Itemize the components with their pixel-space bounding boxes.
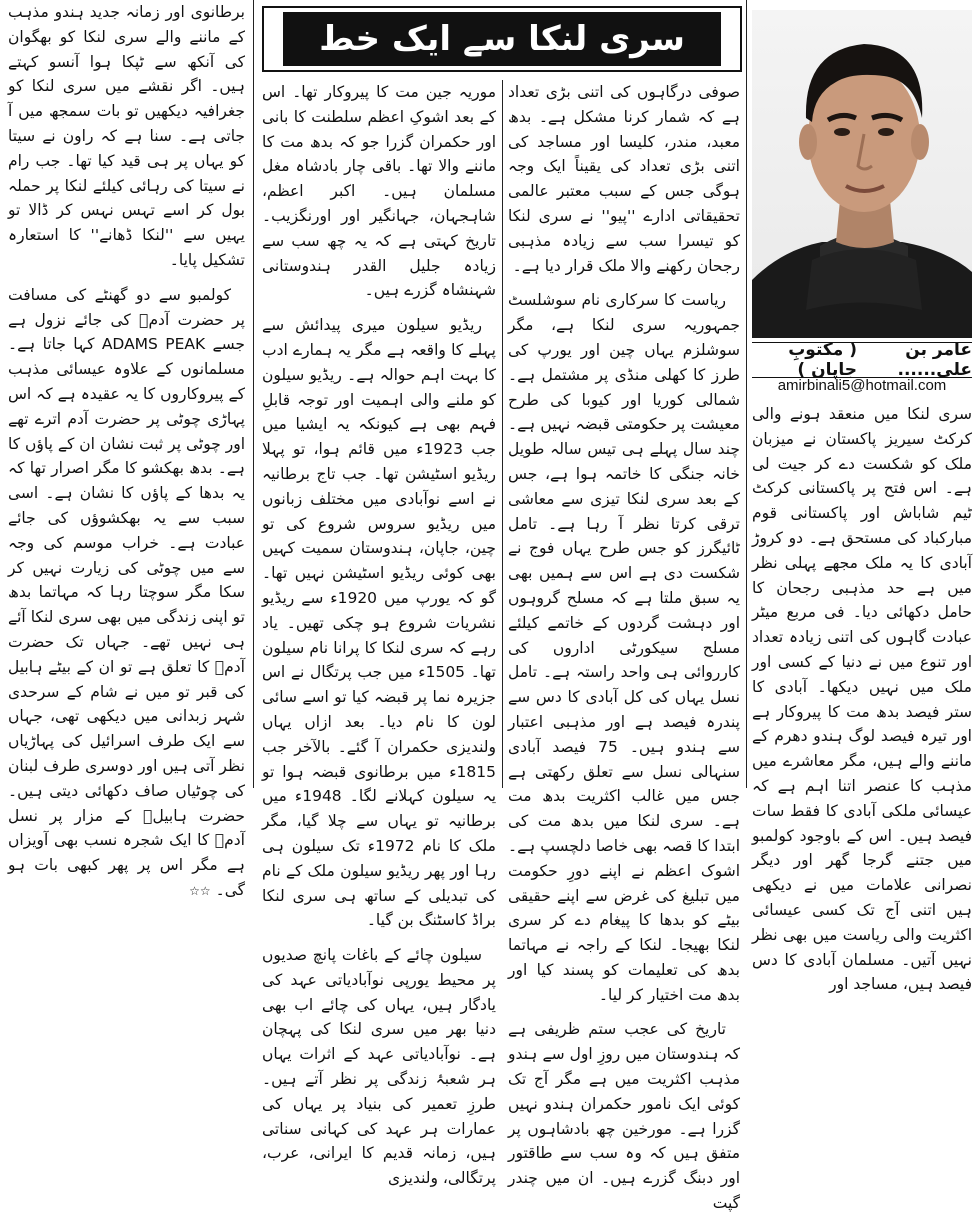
paragraph-text: کولمبو سے دو گھنٹے کی مسافت پر حضرت آدمؑ کی جائے نزول ہے جسے ADAMS PEAK کہا جاتا ہے۔ مسلمانوں کے علاوہ عیسائی مذہب کے پیروکاروں کا یہ عقیدہ ہے کہ اس پہاڑی چوٹی پر حضرت آدم اترے تھے اور چوٹی پر ثبت نشان ان کے پاؤں کا ہے۔ بدھ بھکشو کا مگر اصرار تھا کہ یہ بدھا کے پاؤں کا نشان ہے۔ اسی سبب سے یہ بھکشوؤں کی جائے عبادت ہے۔ خراب موسم کی وجہ سے میں چوٹی کی زیارت نہیں کر سکا مگر سوچتا رہا کہ مہاتما بدھ تو اپنی زندگی میں بھی سری لنکا آئے ہی نہیں تھے۔ جہاں تک حضرت آدمؑ کا تعلق ہے تو ان کے بیٹے ہابیل کی قبر تو میں نے شام کے سرحدی شہر زبدانی میں دیکھی تھی، جہاں سے ایک طرف اسرائیل کی پہاڑیاں نظر آتی ہیں اور دوسری طرف لبنان کی چوٹیاں صاف دکھائی دیتی ہیں۔ حضرت ہابیلؑ کے مزار پر نسل آدمؑ کا ایک شجرہ نسب بھی آویزاں ہے مگر اس پر پھر کبھی بات ہو گی۔: [8, 285, 245, 899]
paragraph: موریہ جین مت کا پیروکار تھا۔ اس کے بعد اشوکِ اعظم سلطنت کا بانی اور حکمران گزرا جو کہ بدھ مت کا ماننے والا تھا۔ باقی چار بادشاہ مغل مسلمان ہیں۔ اکبر اعظم، شاہجہان، جہانگیر اور اورنگزیب۔ تاریخ کہتی ہے کہ یہ چھ سب سے زیادہ جلیل القدر ہندوستانی شہنشاہ گزرے ہیں۔: [262, 83, 496, 300]
column-name: ( مکتوبِ جاپان ): [788, 340, 857, 380]
paragraph: برطانوی اور زمانہ جدید ہندو مذہب کے ماننے والے سری لنکا کو بھگوان کی آنکھ سے ٹپکا ہوا آنسو کہتے ہیں۔ اگر نقشے میں سری لنکا کو جغرافیہ دیکھیں تو بات سمجھ میں آ جاتی ہے۔ سنا ہے کہ راون نے سیتا کو یہاں پر ہی قید کیا تھا۔ جب رام نے سیتا کی رہائی کیلئے لنکا پر حملہ بول کر اسے تہس نہس کر ڈالا تو یہیں سے ''لنکا ڈھانے'' کا استعارہ تشکیل پایا۔: [8, 3, 245, 269]
author-portrait-image: [752, 10, 972, 338]
end-mark: ☆☆: [189, 883, 211, 898]
author-name: عامر بن علی......: [897, 340, 972, 380]
paragraph: صوفی درگاہوں کی اتنی بڑی تعداد ہے کہ شمار کرنا مشکل ہے۔ بدھ معبد، مندر، کلیسا اور مساجد کی اتنی بڑی تعداد کی یقیناً ایک وجہ ہوگی جس کے سبب معتبر عالمی تحقیقاتی ادارے ''پیو'' نے سری لنکا کو تیسرا سب سے زیادہ مذہبی رجحان رکھنے والا ملک قرار دیا ہے۔: [508, 83, 740, 275]
paragraph: تاریخ کی عجب ستم ظریفی ہے کہ ہندوستان میں روزِ اول سے ہندو مذہب اکثریت میں ہے مگر آج تک کوئی ایک نامور حکمران ہندو نہیں گزرا ہے۔ مورخین چھ بادشاہوں پر متفق ہیں کہ وہ سب سے طاقتور اور دبنگ گزرے ہیں۔ ان میں چندر گپت: [508, 1020, 740, 1213]
paragraph: ریڈیو سیلون میری پیدائش سے پہلے کا واقعہ ہے مگر یہ ہمارے ادب کا بہت اہم حوالہ ہے۔ ریڈیو سیلون کو ملنے والی اہمیت اور توجہ قابلِ فہم بھی ہے کیونکہ یہ ایشیا میں جب 1923ء میں قائم ہوا، تو پہلا ریڈیو اسٹیشن تھا۔ جب تاج برطانیہ نے اسے نوآبادی میں مختلف زبانوں میں ریڈیو سروس شروع کی تو چین، جاپان، ہندوستان سمیت کہیں بھی کوئی ریڈیو اسٹیشن نہیں تھا۔ گو کہ یورپ میں 1920ء سے ریڈیو نشریات شروع ہو چکی تھیں۔ یاد رہے کہ سری لنکا کا پرانا نام سیلون تھا۔ 1505ء میں جب پرتگال نے اس جزیرہ نما پر قبضہ کیا تو اسے سائی لون کا نام دیا۔ بعد ازاں یہاں ولندیزی حکمران آ گئے۔ بالآخر جب 1815ء میں برطانوی قبضہ ہوا تو یہ سیلون کہلانے لگا۔ 1948ء میں برطانیہ تو یہاں سے چلا گیا، مگر ملک کا نام 1972ء تک سیلون ہی رہا اور پھر ریڈیو سیلون ملک کے نام کی تبدیلی کے ساتھ ہی سری لنکا براڈ کاسٹنگ بن گیا۔: [262, 316, 497, 930]
author-photo: [752, 10, 972, 338]
paragraph: سیلون چائے کے باغات پانچ صدیوں پر محیط یورپی نوآبادیاتی عہد کی یادگار ہیں، یہاں کی چائے اب بھی دنیا بھر میں سری لنکا کی پہچان ہے۔ نوآبادیاتی عہد کے اثرات یہاں ہر شعبۂ زندگی پر نظر آتے ہیں۔ طرزِ تعمیر کی بنیاد پر یہاں کی عمارات ہر عہد کی کہانی سناتی ہیں، زمانہ قدیم کا ایرانی، عرب، پرتگالی، ولندیزی: [262, 946, 496, 1188]
article-column-left: [8, 0, 245, 899]
author-email[interactable]: amirbinali5@hotmail.com: [777, 377, 947, 394]
article-headline: سری لنکا سے ایک خط: [283, 12, 721, 66]
column-divider: [746, 0, 747, 788]
column-divider: [253, 0, 254, 788]
author-byline: [752, 342, 972, 378]
article-column-mid-right: [508, 80, 740, 1213]
headline-box: [262, 6, 742, 72]
paragraph: [8, 283, 245, 904]
column-divider: [502, 80, 503, 788]
article-column-mid-left: [262, 80, 497, 1188]
paragraph: ریاست کا سرکاری نام سوشلسٹ جمہوریہ سری لنکا ہے، مگر سوشلزم یہاں چین اور یورپ کی طرز کا کھلی منڈی پر مشتمل ہے۔ شمالی کوریا اور کیوبا کی طرح معیشت پر حکومتی قبضہ نہیں ہے۔ چند سال پہلے ہی تیس سالہ طویل خانہ جنگی کا خاتمہ ہوا ہے، جس کے بعد سری لنکا تیزی سے معاشی ترقی کرتا نظر آ رہا ہے۔ تامل ٹائیگرز کو جس طرح یہاں فوج نے شکست دی ہے اس سے ہمیں بھی یہ سبق ملتا ہے کہ مسلح گروہوں اور دہشت گردوں کے خاتمے کیلئے مسلح سیکورٹی اداروں کی کارروائی ہی واحد راستہ ہے۔ تامل نسل یہاں کی کل آبادی کا دس سے پندرہ فیصد ہے اور مذہبی اعتبار سے ہندو ہیں۔ 75 فیصد آبادی سنہالی نسل سے تعلق رکھتی ہے جس میں غالب اکثریت بدھ مت ہے۔ سری لنکا میں بدھ مت کی ابتدا کا قصہ بھی خاصا دلچسپ ہے۔ اشوک اعظم نے اپنے دورِ حکومت میں تبلیغ کی غرض سے اپنے حقیقی بیٹے کو بدھا کا پیغام دے کر سری لنکا بھیجا۔ لنکا کے راجہ نے مہاتما بدھ کی تعلیمات کو پسند کیا اور بدھ مت اختیار کر لیا۔: [508, 291, 740, 1004]
article-column-right: [752, 402, 972, 994]
paragraph: سری لنکا میں منعقد ہونے والی کرکٹ سیریز پاکستان نے میزبان ملک کو شکست دے کر جیت لی ہے۔ اس فتح پر پاکستانی کرکٹ ٹیم شاباش اور پاکستانی قوم مبارکباد کی مستحق ہے۔ دو کروڑ آبادی کا یہ ملک مجھے پہلی نظر میں ہے حد مذہبی رجحان کا حامل دکھائی دیا۔ فی مربع میٹر عبادت گاہوں کی اتنی زیادہ تعداد اور تنوع میں نے دنیا کے کسی اور ملک میں نہیں دیکھا۔ آبادی کا ستر فیصد بدھ مت کا پیروکار ہے اور تیرہ فیصد لوگ ہندو دھرم کے ماننے والے ہیں، مگر معاشرے میں مذہب کا عنصر اتنا اہم ہے کہ عیسائی ملکی آبادی کا فقط سات فیصد ہیں۔ اس کے باوجود کولمبو میں جتنے گرجا گھر اور دیگر نصرانی علامات میں نے دیکھی ہیں اتنی آج تک کسی عیسائی اکثریت والی ریاست میں بھی نظر نہیں آتیں۔ مسلمان آبادی کا دس فیصد ہیں، مساجد اور: [752, 405, 972, 994]
